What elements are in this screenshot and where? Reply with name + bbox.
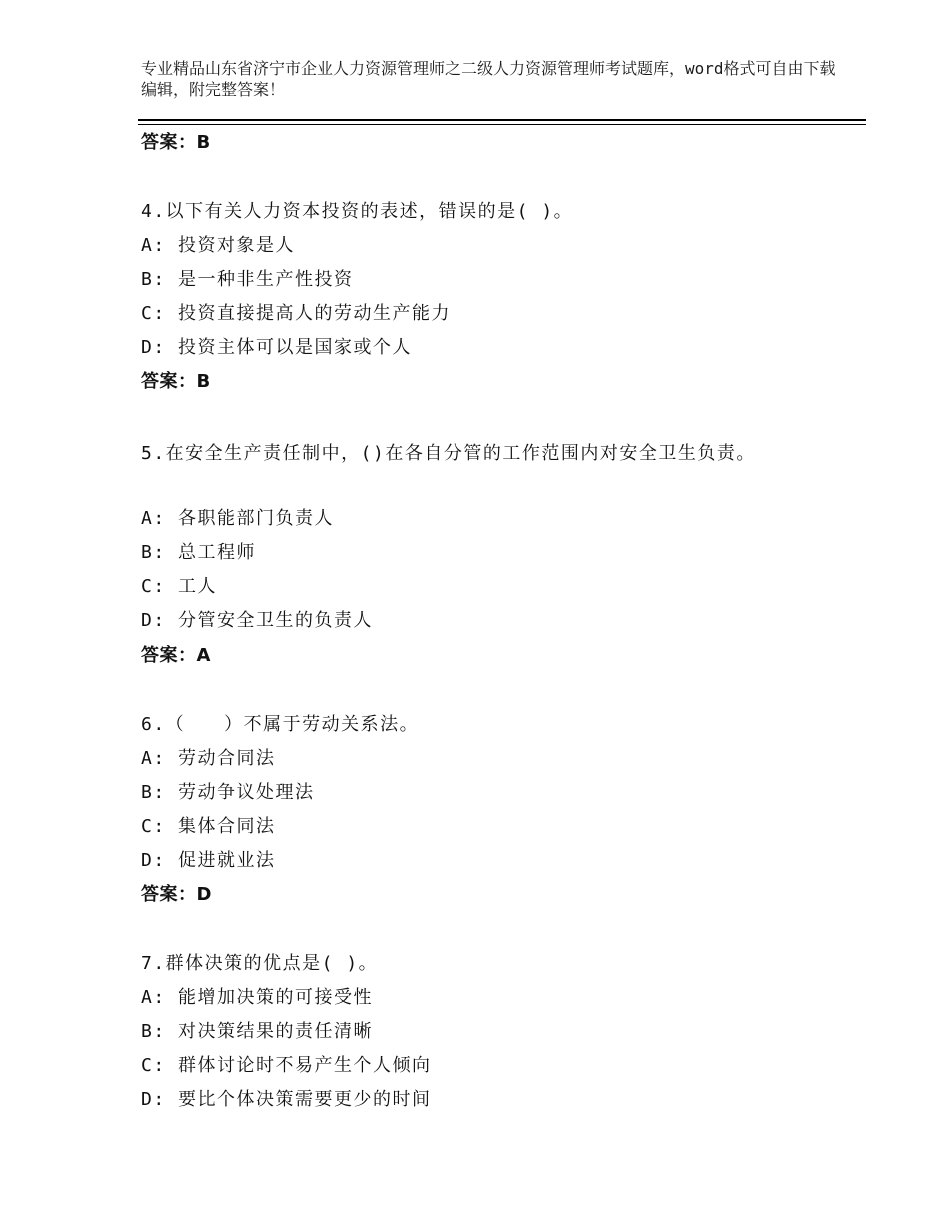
question-7-option-c: C: 群体讨论时不易产生个人倾向: [141, 1055, 432, 1076]
question-7-option-a: A: 能增加决策的可接受性: [141, 987, 374, 1008]
question-6-option-a: A: 劳动合同法: [141, 748, 276, 769]
question-4-option-d: D: 投资主体可以是国家或个人: [141, 337, 413, 358]
answer-prev: 答案：B: [141, 132, 211, 153]
question-6-answer: 答案：D: [141, 884, 212, 905]
question-5-option-d: D: 分管安全卫生的负责人: [141, 610, 374, 631]
question-5-option-c: C: 工人: [141, 576, 218, 597]
question-6-option-c: C: 集体合同法: [141, 816, 276, 837]
question-6-option-b: B: 劳动争议处理法: [141, 782, 315, 803]
question-6-option-d: D: 促进就业法: [141, 850, 276, 871]
page-header: 专业精品山东省济宁市企业人力资源管理师之二级人力资源管理师考试题库，word格式可自由下载编辑，附完整答案！: [141, 59, 836, 99]
question-5-answer: 答案：A: [141, 645, 211, 666]
question-4-answer: 答案：B: [141, 371, 211, 392]
question-6-stem: 6.（ ）不属于劳动关系法。: [141, 714, 420, 735]
question-4-option-b: B: 是一种非生产性投资: [141, 269, 354, 290]
header-rule-thin: [138, 124, 866, 125]
question-5-option-b: B: 总工程师: [141, 542, 257, 563]
question-4-stem: 4.以下有关人力资本投资的表述，错误的是( )。: [141, 201, 574, 222]
question-7-stem: 7.群体决策的优点是( )。: [141, 953, 379, 974]
question-4-option-a: A: 投资对象是人: [141, 235, 296, 256]
question-7-option-b: B: 对决策结果的责任清晰: [141, 1021, 374, 1042]
question-4-option-c: C: 投资直接提高人的劳动生产能力: [141, 303, 452, 324]
question-5-stem: 5.在安全生产责任制中，()在各自分管的工作范围内对安全卫生负责。: [141, 443, 756, 464]
question-5-option-a: A: 各职能部门负责人: [141, 508, 335, 529]
header-rule-thick: [138, 119, 866, 121]
question-7-option-d: D: 要比个体决策需要更少的时间: [141, 1089, 432, 1110]
